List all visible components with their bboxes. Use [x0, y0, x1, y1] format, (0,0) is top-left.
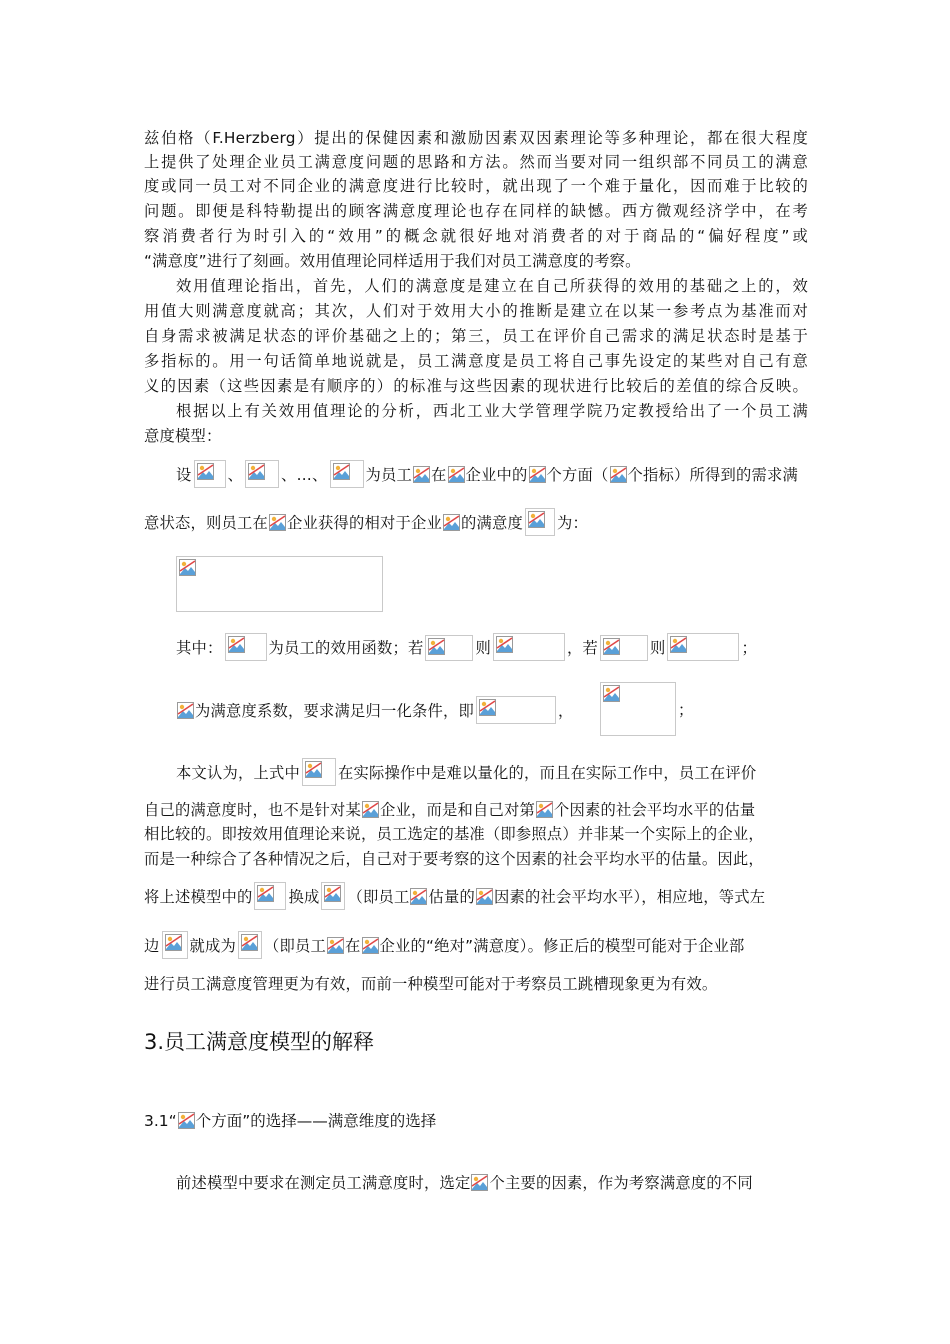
text-line: 意度模型： — [144, 427, 222, 445]
text-fragment: 本文认为，上式中 — [176, 764, 300, 782]
broken-image-icon — [269, 514, 286, 531]
text-fragment: 则 — [475, 639, 491, 657]
text-fragment: 在 — [431, 466, 447, 484]
text-line — [144, 798, 808, 822]
text-fragment: ， — [557, 702, 574, 720]
broken-image-icon — [333, 463, 350, 480]
formula-image — [254, 882, 286, 910]
formula-image — [600, 635, 648, 661]
formula-image — [667, 633, 739, 661]
broken-image-icon — [241, 934, 258, 951]
text-line — [176, 758, 808, 788]
text-fragment: 个方面（ — [546, 466, 609, 484]
formula-image — [225, 633, 267, 661]
broken-image-icon — [443, 514, 460, 531]
text-fragment: 换成 — [288, 888, 320, 906]
broken-image-icon — [305, 761, 322, 778]
text-fragment: 为： — [556, 514, 588, 532]
formula-image — [302, 758, 336, 786]
text-line — [144, 931, 808, 961]
text-fragment: 企业，而是和自己对第 — [379, 801, 535, 819]
text-fragment: 在实际操作中是难以量化的，而且在实际工作中，员工在评价 — [337, 764, 757, 782]
text-line: 度或同一员工对不同企业的满意度进行比较时，就出现了一个难于量化，因而难于比较的 — [144, 177, 808, 195]
text-fragment: ，若 — [566, 639, 598, 657]
formula-image — [194, 460, 226, 488]
broken-image-icon — [413, 466, 430, 483]
text-fragment: 边 — [144, 937, 160, 955]
broken-image-icon — [410, 888, 427, 905]
broken-image-icon — [362, 937, 379, 954]
formula-image — [493, 633, 565, 661]
text-line — [176, 1171, 808, 1195]
text-fragment: 个主要的因素，作为考察满意度的不同 — [489, 1174, 753, 1192]
broken-image-icon — [471, 1174, 488, 1191]
broken-image-icon — [428, 638, 445, 655]
text-line: 进行员工满意度管理更为有效，而前一种模型可能对于考察员工跳槽现象更为有效。 — [144, 975, 718, 993]
text-fragment: 、…、 — [281, 466, 328, 484]
subsection-heading — [144, 1109, 436, 1133]
broken-image-icon — [529, 466, 546, 483]
text-fragment: ； — [741, 639, 757, 657]
formula-image — [600, 682, 676, 736]
text-line: 兹伯格（F.Herzberg）提出的保健因素和激励因素双因素理论等多种理论，都在很大程度 — [144, 129, 808, 147]
broken-image-icon — [257, 885, 274, 902]
text-line: 而是一种综合了各种情况之后，自己对于要考察的这个因素的社会平均水平的估量。因此， — [144, 850, 764, 868]
text-line: 用值大则满意度就高；其次，人们对于效用大小的推断是建立在以某一参考点为基准而对 — [144, 302, 808, 320]
broken-image-icon — [476, 888, 493, 905]
text-fragment: 前述模型中要求在测定员工满意度时，选定 — [176, 1174, 471, 1192]
text-fragment: 其中： — [176, 639, 223, 657]
text-line: 效用值理论指出，首先，人们的满意度是建立在自己所获得的效用的基础之上的，效 — [176, 277, 808, 295]
text-fragment: 个因素的社会平均水平的估量 — [553, 801, 756, 819]
broken-image-icon — [178, 1112, 195, 1129]
text-line: 问题。即便是科特勒提出的顾客满意度理论也存在同样的缺憾。西方微观经济学中，在考 — [144, 202, 808, 220]
formula-image — [525, 508, 555, 536]
formula-image — [330, 460, 364, 488]
formula-image — [476, 696, 556, 724]
text-fragment: 企业的“绝对”满意度）。修正后的模型可能对于企业部 — [379, 937, 745, 955]
text-fragment: 为员工 — [365, 466, 412, 484]
text-fragment: 在 — [345, 937, 361, 955]
text-fragment: （即员工 — [347, 888, 410, 906]
section-heading: 3.员工满意度模型的解释 — [144, 1030, 375, 1054]
broken-image-icon — [528, 511, 545, 528]
text-fragment: 3.1“ — [144, 1112, 177, 1130]
broken-image-icon — [496, 636, 513, 653]
text-line: 察消费者行为时引入的“效用”的概念就很好地对消费者的对于商品的“偏好程度”或 — [144, 227, 808, 245]
formula-image — [162, 931, 188, 959]
model-definition-line — [144, 508, 808, 538]
broken-image-icon — [536, 801, 553, 818]
broken-image-icon — [197, 463, 214, 480]
formula-image — [176, 556, 383, 612]
broken-image-icon — [603, 638, 620, 655]
broken-image-icon — [670, 636, 687, 653]
text-fragment: 就成为 — [189, 937, 236, 955]
formula-explanation-line — [176, 696, 808, 726]
formula-image — [245, 460, 279, 488]
text-fragment: 估量的 — [428, 888, 475, 906]
broken-image-icon — [362, 801, 379, 818]
broken-image-icon — [603, 685, 620, 702]
text-line: “满意度”进行了刻画。效用值理论同样适用于我们对员工满意度的考察。 — [144, 252, 641, 270]
broken-image-icon — [228, 636, 245, 653]
text-fragment: （即员工 — [264, 937, 326, 955]
text-line: 自身需求被满足状态的评价基础之上的；第三，员工在评价自己需求的满足状态时是基于 — [144, 327, 808, 345]
text-fragment: 将上述模型中的 — [144, 888, 253, 906]
text-fragment: ； — [678, 701, 694, 719]
formula-explanation-line — [176, 633, 808, 663]
broken-image-icon — [479, 699, 496, 716]
text-fragment: 、 — [227, 466, 243, 484]
broken-image-icon — [165, 934, 182, 951]
text-fragment: 企业获得的相对于企业 — [286, 514, 442, 532]
text-line: 多指标的。用一句话简单地说就是，员工满意度是员工将自己事先设定的某些对自己有意 — [144, 352, 808, 370]
text-line: 义的因素（这些因素是有顺序的）的标准与这些因素的现状进行比较后的差值的综合反映。 — [144, 377, 808, 395]
model-definition-line — [176, 460, 808, 490]
text-fragment: 为员工的效用函数；若 — [268, 639, 424, 657]
text-fragment: 为满意度系数，要求满足归一化条件，即 — [195, 702, 474, 720]
formula-image — [238, 931, 262, 959]
broken-image-icon — [324, 885, 341, 902]
text-fragment: 自己的满意度时，也不是针对某 — [144, 801, 361, 819]
broken-image-icon — [179, 559, 196, 576]
text-line: 相比较的。即按效用值理论来说，员工选定的基准（即参照点）并非某一个实际上的企业， — [144, 825, 764, 843]
formula-image — [321, 882, 345, 910]
text-line — [144, 882, 808, 912]
text-line: 根据以上有关效用值理论的分析，西北工业大学管理学院乃定教授给出了一个员工满 — [176, 402, 808, 420]
text-fragment: 个指标）所得到的需求满 — [627, 466, 798, 484]
text-fragment: 则 — [649, 639, 666, 657]
text-fragment: 意状态，则员工在 — [144, 514, 268, 532]
broken-image-icon — [448, 466, 465, 483]
text-fragment: 的满意度 — [460, 514, 523, 532]
text-fragment: 企业中的 — [465, 466, 528, 484]
formula-image — [425, 635, 473, 661]
broken-image-icon — [248, 463, 265, 480]
text-fragment: 设 — [176, 466, 192, 484]
broken-image-icon — [177, 702, 194, 719]
broken-image-icon — [610, 466, 627, 483]
text-fragment: 因素的社会平均水平），相应地，等式左 — [493, 888, 766, 906]
broken-image-icon — [327, 937, 344, 954]
text-line: 上提供了处理企业员工满意度问题的思路和方法。然而当要对同一组织部不同员工的满意 — [144, 153, 808, 171]
text-fragment: 个方面”的选择——满意维度的选择 — [195, 1112, 437, 1130]
